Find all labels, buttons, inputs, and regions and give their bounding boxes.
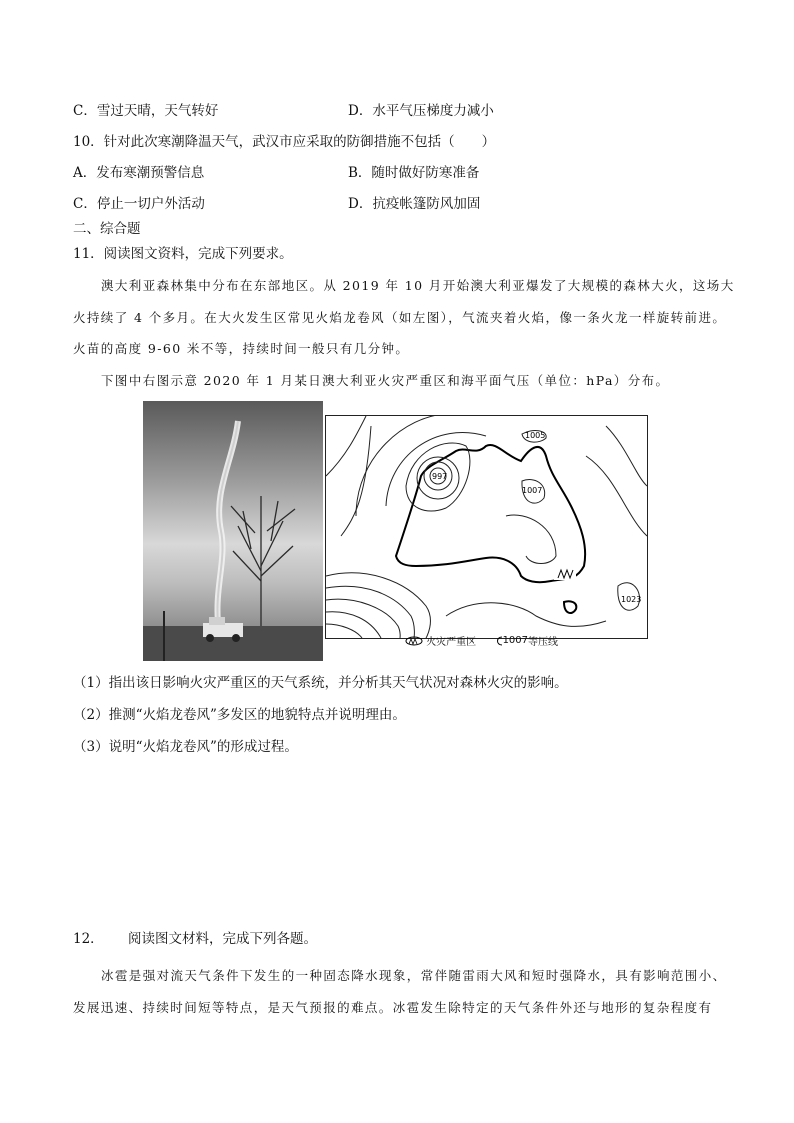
figure bbox=[143, 401, 646, 663]
question-12-number: 12． bbox=[73, 931, 104, 947]
q11-paragraph-1-line-3: 火苗的高度 9-60 米不等，持续时间一般只有几分钟。 bbox=[73, 341, 410, 356]
option-10c: C．停止一切户外活动 bbox=[73, 196, 205, 212]
isobar-label-997: 997 bbox=[432, 472, 448, 481]
option-10a: A．发布寒潮预警信息 bbox=[73, 165, 205, 181]
option-10b: B．随时做好防寒准备 bbox=[348, 165, 480, 181]
pressure-map bbox=[325, 415, 648, 639]
q12-paragraph-line-1: 冰雹是强对流天气条件下发生的一种固态降水现象，常伴随雷雨大风和短时强降水，具有影响范围小、 bbox=[101, 968, 727, 983]
q11-paragraph-2: 下图中右图示意 2020 年 1 月某日澳大利亚火灾严重区和海平面气压（单位：hPa）分布。 bbox=[101, 373, 670, 388]
isobar-label-1007: 1007 bbox=[522, 486, 543, 495]
legend-isobar-label: 等压线 bbox=[528, 637, 559, 648]
question-12-stem: 阅读图文材料，完成下列各题。 bbox=[128, 931, 317, 947]
question-11-stem: 11．阅读图文资料，完成下列要求。 bbox=[73, 246, 293, 262]
legend-isobar-value: 1007 bbox=[502, 635, 529, 646]
map-legend bbox=[405, 633, 558, 648]
q11-sub-question-1: （1）指出该日影响火灾严重区的天气系统，并分析其天气状况对森林火灾的影响。 bbox=[73, 675, 568, 691]
isobar-label-1005: 1005 bbox=[525, 431, 546, 440]
isobar-label-1023: 1023 bbox=[621, 595, 642, 604]
fire-tornado-photo bbox=[143, 401, 323, 661]
isobar-icon bbox=[495, 636, 503, 646]
option-9d: D．水平气压梯度力减小 bbox=[348, 103, 494, 119]
q12-paragraph-line-2: 发展迅速、持续时间短等特点，是天气预报的难点。冰雹发生除特定的天气条件外还与地形的复杂程度有 bbox=[73, 1000, 713, 1015]
legend-fire-area: 火灾严重区 bbox=[426, 637, 477, 648]
q11-paragraph-1-line-2: 火持续了 4 个多月。在大火发生区常见火焰龙卷风（如左图），气流夹着火焰，像一条火龙一样旋转前进。 bbox=[73, 310, 727, 325]
question-10-stem: 10．针对此次寒潮降温天气，武汉市应采取的防御措施不包括（ ） bbox=[73, 134, 496, 150]
option-10d: D．抗疫帐篷防风加固 bbox=[348, 196, 481, 212]
q11-sub-question-2: （2）推测“火焰龙卷风”多发区的地貌特点并说明理由。 bbox=[73, 707, 406, 723]
q11-sub-question-3: （3）说明“火焰龙卷风”的形成过程。 bbox=[73, 739, 298, 755]
fire-area-icon bbox=[405, 636, 423, 646]
section-title: 二、综合题 bbox=[73, 221, 141, 237]
option-9c: C．雪过天晴，天气转好 bbox=[73, 103, 219, 119]
q11-paragraph-1-line-1: 澳大利亚森林集中分布在东部地区。从 2019 年 10 月开始澳大利亚爆发了大规模的森林大火，这场大 bbox=[101, 278, 735, 293]
